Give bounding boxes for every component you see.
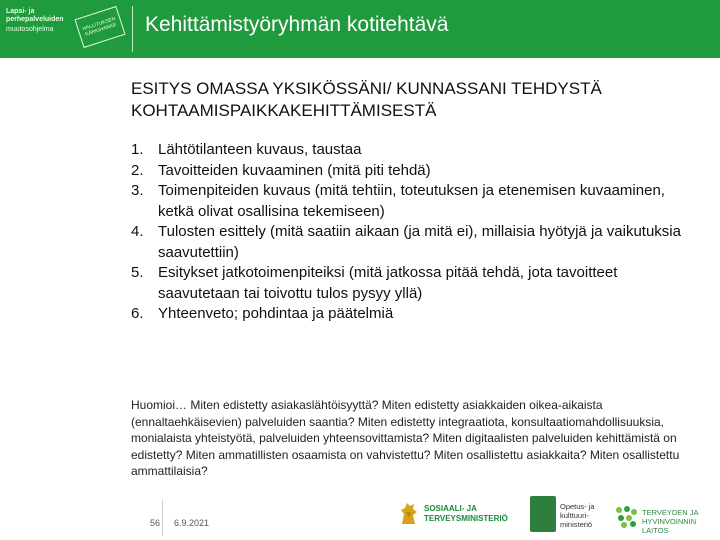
header-bar bbox=[0, 0, 720, 58]
lion-icon bbox=[398, 500, 420, 528]
list-item bbox=[131, 140, 691, 161]
thl-line-2: HYVINVOINNIN LAITOS bbox=[642, 517, 697, 535]
list-item-number: 5. bbox=[131, 264, 144, 281]
list-item-number: 6. bbox=[131, 305, 144, 322]
program-logo bbox=[4, 4, 74, 54]
list-item-number: 1. bbox=[131, 141, 144, 158]
list-item bbox=[131, 304, 691, 325]
list-item-number: 4. bbox=[131, 223, 144, 240]
task-list bbox=[131, 140, 691, 325]
page-title: Kehittämistyöryhmän kotitehtävä bbox=[145, 13, 449, 36]
slide-date: 6.9.2021 bbox=[174, 518, 210, 528]
list-item-text: Tavoitteiden kuvaaminen (mitä piti tehdä) bbox=[158, 161, 431, 179]
thl-line-1: TERVEYDEN JA bbox=[642, 508, 699, 517]
header-divider bbox=[132, 6, 133, 52]
list-item bbox=[131, 222, 691, 263]
program-logo-line-1: Lapsi- ja bbox=[6, 8, 35, 15]
ministry-education-line-2: kulttuuri- bbox=[560, 511, 589, 520]
ministry-social-health-line-2: TERVEYSMINISTERIÖ bbox=[424, 514, 508, 523]
program-logo-line-3: muutosohjelma bbox=[6, 26, 54, 33]
page-number: 56 bbox=[150, 518, 161, 528]
ministry-education-culture-logo bbox=[530, 496, 610, 536]
ministry-social-health-line-1: SOSIAALI- JA bbox=[424, 504, 477, 513]
list-item-text: Tulosten esittely (mitä saatiin aikaan (ja mitä ei), millaisia hyötyjä ja vaikutuksia saavutettiin) bbox=[158, 223, 681, 261]
thl-dots-icon bbox=[614, 504, 640, 530]
section-heading: ESITYS OMASSA YKSIKÖSSÄNI/ KUNNASSANI TEHDYSTÄ KOHTAAMISPAIKKAKEHITTÄMISESTÄ bbox=[131, 79, 602, 120]
footer-divider bbox=[162, 500, 163, 536]
ministry-education-line-1: Opetus- ja bbox=[560, 502, 595, 511]
list-item-text: Esitykset jatkotoimenpiteiksi (mitä jatkossa pitää tehdä, jota tavoitteet saavutetaan tai toivottu tulos pysyy yllä) bbox=[158, 264, 618, 302]
key-project-stamp: HALLITUKSEN KÄRKIHANKE bbox=[74, 6, 125, 48]
list-item bbox=[131, 161, 691, 182]
list-item-text: Lähtötilanteen kuvaus, taustaa bbox=[158, 141, 362, 158]
ministry-education-line-3: ministeriö bbox=[560, 520, 593, 529]
list-item-text: Toimenpiteiden kuvaus (mitä tehtiin, toteutuksen ja etenemisen kuvaaminen, ketkä olivat osallisina tekemiseen) bbox=[158, 182, 665, 220]
list-item bbox=[131, 181, 691, 222]
list-item-number: 3. bbox=[131, 182, 144, 199]
program-logo-line-2: perhepalveluiden bbox=[6, 16, 64, 23]
list-item bbox=[131, 263, 691, 304]
ministry-emblem-icon bbox=[530, 496, 556, 532]
list-item-text: Yhteenveto; pohdintaa ja päätelmiä bbox=[158, 305, 394, 322]
thl-logo bbox=[614, 500, 720, 536]
note-text: Huomioi… Miten edistetty asiakaslähtöisyyttä? Miten edistetty asiakkaiden oikea-aikaista (ennaltaehkäisevien) palveluiden saantia? Miten edistetty integraatiota, konsultaatiomahdollisuuksia, monialaista yhteistyötä, palveluiden yhteensovittamista? Miten digitaalisten palveluiden kehittämistä on edistetty? Miten ammatillisten osaamista on vahvistettu? Miten osallistettu asiakkaita? Miten osallistettu ammattilaisia? bbox=[131, 398, 680, 478]
ministry-social-health-logo bbox=[398, 498, 510, 534]
list-item-number: 2. bbox=[131, 161, 144, 179]
